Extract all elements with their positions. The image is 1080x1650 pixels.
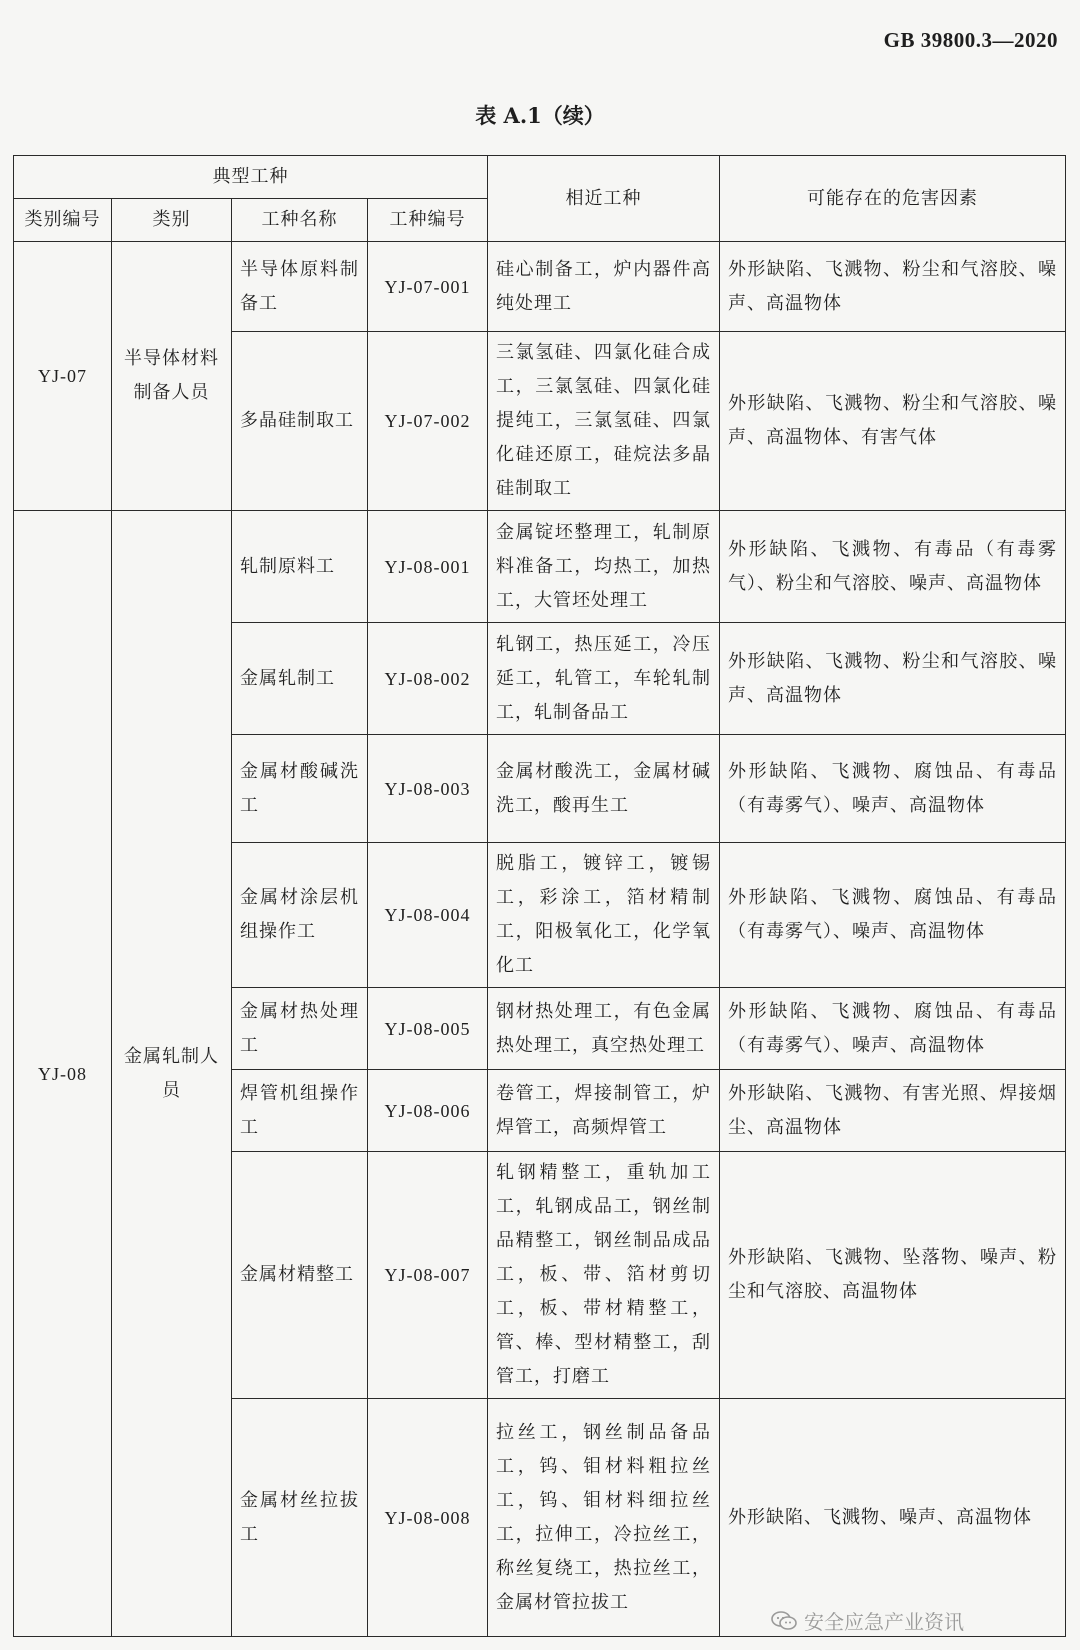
job-code-cell: YJ-07-002 — [368, 332, 488, 511]
similar-jobs-cell: 轧钢工，热压延工，冷压延工，轧管工，车轮轧制工，轧制备品工 — [488, 623, 720, 735]
job-name-cell: 轧制原料工 — [232, 511, 368, 623]
job-code-cell: YJ-08-001 — [368, 511, 488, 623]
job-code-cell: YJ-07-001 — [368, 242, 488, 332]
job-name-cell: 焊管机组操作工 — [232, 1070, 368, 1152]
watermark-text: 安全应急产业资讯 — [804, 1610, 964, 1634]
wechat-icon — [770, 1610, 798, 1632]
similar-jobs-cell: 硅心制备工，炉内器件高纯处理工 — [488, 242, 720, 332]
table-title: 表 A.1（续） — [475, 103, 605, 128]
hazards-cell: 外形缺陷、飞溅物、腐蚀品、有毒品（有毒雾气）、噪声、高温物体 — [720, 735, 1066, 843]
header-job-code: 工种编号 — [368, 199, 488, 242]
hazards-cell: 外形缺陷、飞溅物、有害光照、焊接烟尘、高温物体 — [720, 1070, 1066, 1152]
job-name-cell: 金属材丝拉拔工 — [232, 1399, 368, 1637]
category-code-cell: YJ-08 — [14, 511, 112, 1637]
similar-jobs-cell: 三氯氢硅、四氯化硅合成工，三氯氢硅、四氯化硅提纯工，三氯氢硅、四氯化硅还原工，硅烷法多晶硅制取工 — [488, 332, 720, 511]
header-hazards: 可能存在的危害因素 — [720, 156, 1066, 242]
watermark — [770, 1606, 964, 1635]
job-code-cell: YJ-08-007 — [368, 1152, 488, 1399]
job-code-cell: YJ-08-006 — [368, 1070, 488, 1152]
job-name-cell: 金属材热处理工 — [232, 988, 368, 1070]
hazards-cell: 外形缺陷、飞溅物、粉尘和气溶胶、噪声、高温物体 — [720, 623, 1066, 735]
hazards-cell: 外形缺陷、飞溅物、腐蚀品、有毒品（有毒雾气）、噪声、高温物体 — [720, 843, 1066, 988]
category-cell: 半导体材料制备人员 — [112, 242, 232, 511]
category-code-cell: YJ-07 — [14, 242, 112, 511]
hazards-cell: 外形缺陷、飞溅物、坠落物、噪声、粉尘和气溶胶、高温物体 — [720, 1152, 1066, 1399]
category-cell: 金属轧制人员 — [112, 511, 232, 1637]
header-category: 类别 — [112, 199, 232, 242]
similar-jobs-cell: 金属材酸洗工，金属材碱洗工，酸再生工 — [488, 735, 720, 843]
job-name-cell: 金属材精整工 — [232, 1152, 368, 1399]
hazards-cell: 外形缺陷、飞溅物、腐蚀品、有毒品（有毒雾气）、噪声、高温物体 — [720, 988, 1066, 1070]
similar-jobs-cell: 脱脂工，镀锌工，镀锡工，彩涂工，箔材精制工，阳极氧化工，化学氧化工 — [488, 843, 720, 988]
header-similar: 相近工种 — [488, 156, 720, 242]
standard-code: GB 39800.3—2020 — [883, 28, 1058, 52]
similar-jobs-cell: 钢材热处理工，有色金属热处理工，真空热处理工 — [488, 988, 720, 1070]
table-row — [14, 511, 1066, 623]
job-code-cell: YJ-08-002 — [368, 623, 488, 735]
job-name-cell: 金属材酸碱洗工 — [232, 735, 368, 843]
job-name-cell: 金属材涂层机组操作工 — [232, 843, 368, 988]
job-code-cell: YJ-08-003 — [368, 735, 488, 843]
similar-jobs-cell: 卷管工，焊接制管工，炉焊管工，高频焊管工 — [488, 1070, 720, 1152]
hazards-cell: 外形缺陷、飞溅物、粉尘和气溶胶、噪声、高温物体 — [720, 242, 1066, 332]
job-code-cell: YJ-08-005 — [368, 988, 488, 1070]
similar-jobs-cell: 拉丝工，钢丝制品备品工，钨、钼材料粗拉丝工，钨、钼材料细拉丝工，拉伸工，冷拉丝工，称丝复绕工，热拉丝工，金属材管拉拔工 — [488, 1399, 720, 1637]
header-category-code: 类别编号 — [14, 199, 112, 242]
header-group: 典型工种 — [14, 156, 488, 199]
hazards-cell: 外形缺陷、飞溅物、噪声、高温物体 — [720, 1399, 1066, 1637]
job-code-cell: YJ-08-008 — [368, 1399, 488, 1637]
similar-jobs-cell: 金属锭坯整理工，轧制原料准备工，均热工，加热工，大管坯处理工 — [488, 511, 720, 623]
job-name-cell: 半导体原料制备工 — [232, 242, 368, 332]
hazards-cell: 外形缺陷、飞溅物、有毒品（有毒雾气）、粉尘和气溶胶、噪声、高温物体 — [720, 511, 1066, 623]
job-name-cell: 金属轧制工 — [232, 623, 368, 735]
table-row — [14, 242, 1066, 332]
header-job-name: 工种名称 — [232, 199, 368, 242]
job-name-cell: 多晶硅制取工 — [232, 332, 368, 511]
hazards-cell: 外形缺陷、飞溅物、粉尘和气溶胶、噪声、高温物体、有害气体 — [720, 332, 1066, 511]
hazard-table — [13, 155, 1066, 1637]
similar-jobs-cell: 轧钢精整工，重轨加工工，轧钢成品工，钢丝制品精整工，钢丝制品成品工，板、带、箔材剪切工，板、带材精整工，管、棒、型材精整工，刮管工，打磨工 — [488, 1152, 720, 1399]
job-code-cell: YJ-08-004 — [368, 843, 488, 988]
